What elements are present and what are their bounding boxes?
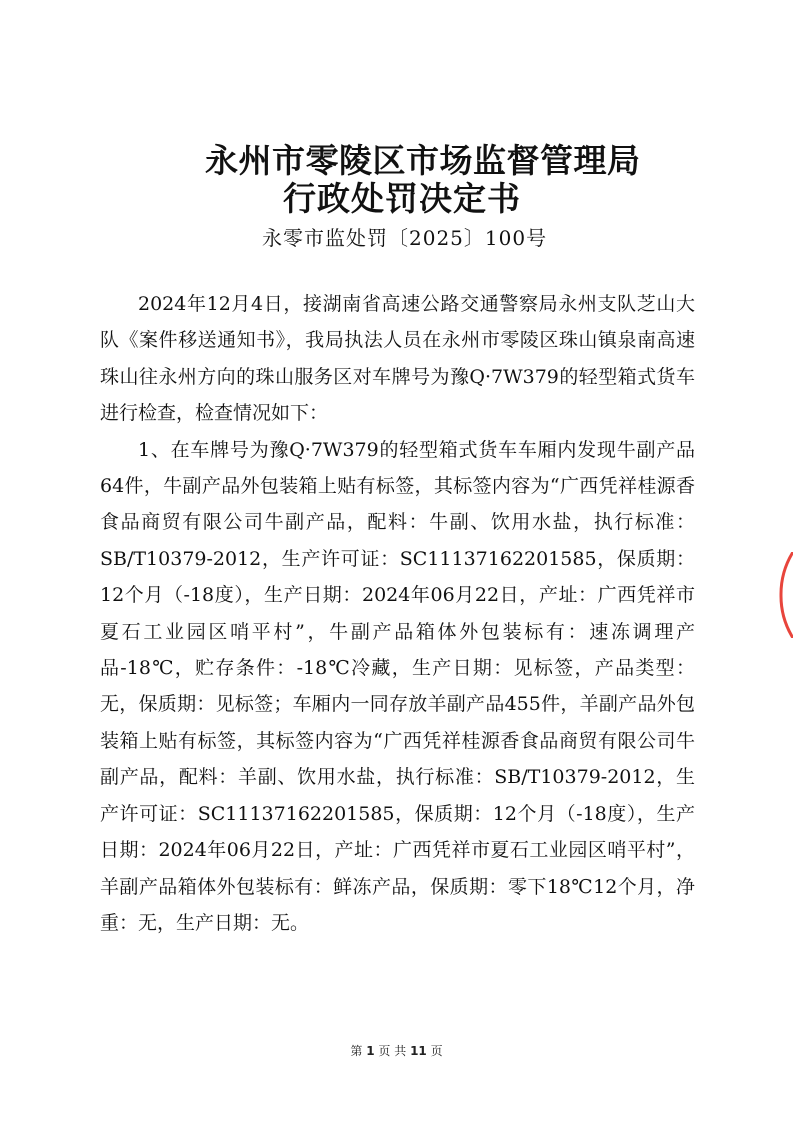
page-footer [0,1042,793,1059]
footer-page-number: 1 [366,1044,375,1058]
paragraph-finding-1: 1、在车牌号为豫Q·7W379的轻型箱式货车车厢内发现牛副产品64件，牛副产品外包装箱上贴有标签，其标签内容为“广西凭祥桂源香食品商贸有限公司牛副产品，配料：牛副、饮用水盐，执行标准：SB/T10379-2012，生产许可证：SC11137162201585，保质期：12个月（-18度），生产日期：2024年06月22日，产址：广西凭祥市夏石工业园区哨平村”，牛副产品箱体外包装标有：速冻调理产品-18℃，贮存条件：-18℃冷藏，生产日期：见标签，产品类型：无，保质期：见标签；车厢内一同存放羊副产品455件，羊副产品外包装箱上贴有标签，其标签内容为“广西凭祥桂源香食品商贸有限公司牛副产品，配料：羊副、饮用水盐，执行标准：SB/T10379-2012，生产许可证：SC11137162201585，保质期：12个月（-18度），生产日期：2024年06月22日，产址：广西凭祥市夏石工业园区哨平村”，羊副产品箱体外包装标有：鲜冻产品，保质期：零下18℃12个月，净重：无，生产日期：无。 [100,438,695,934]
footer-prefix: 第 [350,1044,363,1058]
footer-middle: 页 共 [378,1044,407,1058]
document-body [100,286,695,941]
seal-stamp-edge [779,552,793,638]
document-number: 永零市监处罚〔2025〕100号 [262,226,548,250]
footer-suffix: 页 [430,1044,443,1058]
footer-total-pages: 11 [410,1044,427,1058]
document-subtitle: 行政处罚决定书 [283,179,521,218]
paragraph-intro: 2024年12月4日，接湖南省高速公路交通警察局永州支队芝山大队《案件移送通知书》，我局执法人员在永州市零陵区珠山镇泉南高速珠山往永州方向的珠山服务区对车牌号为豫Q·7W379的轻型箱式货车进行检查，检查情况如下： [100,293,695,425]
document-title: 永州市零陵区市场监督管理局 [205,141,641,180]
